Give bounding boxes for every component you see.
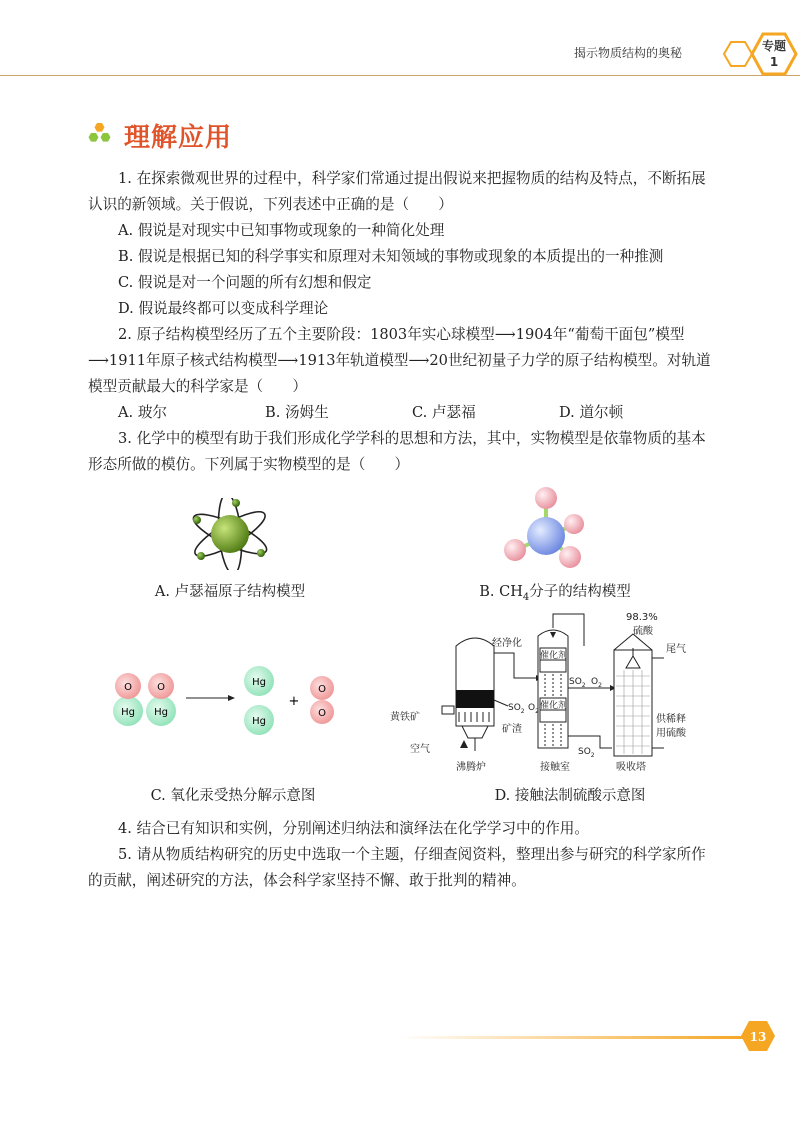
svg-text:Hg: Hg bbox=[121, 707, 135, 718]
nucleus bbox=[211, 515, 249, 553]
hydrogen-atom bbox=[535, 487, 557, 509]
section-title: 理解应用 bbox=[124, 122, 233, 153]
questions-block bbox=[88, 166, 718, 478]
svg-text:供稀释: 供稀释 bbox=[656, 714, 686, 725]
hydrogen-atom bbox=[559, 546, 581, 568]
electron bbox=[197, 552, 205, 560]
svg-text:O: O bbox=[318, 708, 326, 719]
arrow-icon: ⟶ bbox=[408, 352, 430, 369]
electron bbox=[232, 499, 240, 507]
caption-d: D. 接触法制硫酸示意图 bbox=[494, 788, 646, 804]
svg-text:经净化: 经净化 bbox=[492, 638, 522, 649]
book-title: 揭示物质结构的奥秘 bbox=[574, 46, 683, 60]
electron bbox=[193, 516, 201, 524]
rutherford-atom-figure bbox=[184, 498, 276, 570]
q2-text: 2. 原子结构模型经历了五个主要阶段：1803年实心球模型⟶1904年“葡萄干面包”模型⟶1911年原子核式结构模型⟶1913年轨道模型⟶20世纪初量子力学的原子结构模型。对轨道模型贡献最大的科学家是（ ） bbox=[88, 326, 711, 395]
q1-option-c: C. 假说是对一个问题的所有幻想和假定 bbox=[118, 274, 372, 291]
svg-text:Hg: Hg bbox=[154, 707, 168, 718]
arrow-icon: ⟶ bbox=[88, 352, 109, 369]
svg-text:黄铁矿: 黄铁矿 bbox=[390, 712, 420, 723]
q2-option-c: C. 卢瑟福 bbox=[412, 404, 476, 421]
electron bbox=[257, 549, 265, 557]
svg-text:沸腾炉: 沸腾炉 bbox=[456, 762, 486, 773]
hgo-decomposition-figure bbox=[108, 660, 348, 740]
contact-process-figure bbox=[390, 608, 690, 778]
ch4-model-figure bbox=[498, 484, 594, 572]
svg-text:尾气: 尾气 bbox=[666, 644, 686, 655]
q1-text: 1. 在探索微观世界的过程中，科学家们常通过提出假说来把握物质的结构及特点，不断拓展认识的新领域。关于假说，下列表述中正确的是（ ） bbox=[88, 170, 706, 213]
page-number: 13 bbox=[749, 1030, 767, 1044]
q1-option-a: A. 假说是对现实中已知事物或现象的一种简化处理 bbox=[118, 222, 445, 239]
svg-text:Hg: Hg bbox=[252, 716, 266, 727]
q2-option-a: A. 玻尔 bbox=[118, 404, 168, 421]
svg-text:O: O bbox=[124, 682, 132, 693]
hexagon-icon bbox=[724, 42, 752, 66]
svg-text:SO2: $SO_2$ bbox=[578, 747, 595, 759]
q2-option-b: B. 汤姆生 bbox=[265, 404, 329, 421]
svg-text:Hg: Hg bbox=[252, 677, 266, 688]
q2-options bbox=[88, 400, 718, 426]
q4-text: 4. 结合已有知识和实例，分别阐述归纳法和演绎法在化学学习中的作用。 bbox=[118, 820, 589, 837]
questions-block-2 bbox=[88, 816, 718, 894]
header-rule bbox=[0, 75, 800, 76]
badge-number: 1 bbox=[769, 55, 779, 69]
chapter-badge bbox=[716, 26, 800, 82]
section-heading bbox=[88, 118, 232, 152]
svg-text:接触室: 接触室 bbox=[540, 762, 570, 773]
badge-label: 专题 bbox=[761, 39, 787, 53]
carbon-atom bbox=[527, 517, 565, 555]
svg-text:吸收塔: 吸收塔 bbox=[616, 762, 646, 773]
svg-text:O2: $O_2$ bbox=[591, 677, 602, 689]
arrow-icon: ⟶ bbox=[494, 326, 516, 343]
svg-text:催化剂: 催化剂 bbox=[540, 651, 568, 661]
svg-text:SO2: $SO_2$ bbox=[569, 677, 586, 689]
arrow-icon: ⟶ bbox=[277, 352, 299, 369]
caption-a: A. 卢瑟福原子结构模型 bbox=[154, 584, 306, 600]
svg-text:O: O bbox=[157, 682, 165, 693]
q1-option-d: D. 假说最终都可以变成科学理论 bbox=[118, 300, 329, 317]
hydrogen-atom bbox=[504, 539, 526, 561]
hexagon-cluster-icon bbox=[88, 122, 114, 148]
svg-text:用硫酸: 用硫酸 bbox=[656, 728, 686, 739]
q2-option-d: D. 道尔顿 bbox=[559, 404, 624, 421]
svg-text:+: + bbox=[288, 694, 300, 709]
svg-text:SO2: $SO_2$ bbox=[508, 703, 525, 715]
svg-text:O: O bbox=[318, 684, 326, 695]
svg-text:98.3%: 98.3% bbox=[626, 612, 658, 623]
footer-rule bbox=[400, 1036, 746, 1039]
q3-text: 3. 化学中的模型有助于我们形成化学学科的思想和方法，其中，实物模型是依靠物质的基本形态所做的模仿。下列属于实物模型的是（ ） bbox=[88, 430, 706, 473]
caption-c: C. 氧化汞受热分解示意图 bbox=[150, 788, 316, 804]
svg-text:O2: $O_2$ bbox=[528, 703, 539, 715]
page-number-badge bbox=[741, 1021, 775, 1051]
svg-text:催化剂: 催化剂 bbox=[540, 701, 568, 711]
svg-text:矿渣: 矿渣 bbox=[502, 724, 522, 735]
q1-option-b: B. 假说是根据已知的科学事实和原理对未知领域的事物或现象的本质提出的一种推测 bbox=[118, 248, 664, 265]
svg-text:硫酸: 硫酸 bbox=[633, 626, 653, 637]
caption-b: B. $CH_4$分子的结构模型 bbox=[479, 584, 631, 603]
svg-text:空气: 空气 bbox=[410, 744, 430, 755]
q5-text: 5. 请从物质结构研究的历史中选取一个主题，仔细查阅资料，整理出参与研究的科学家所作的贡献，阐述研究的方法，体会科学家坚持不懈、敢于批判的精神。 bbox=[88, 846, 706, 889]
hydrogen-atom bbox=[564, 514, 584, 534]
